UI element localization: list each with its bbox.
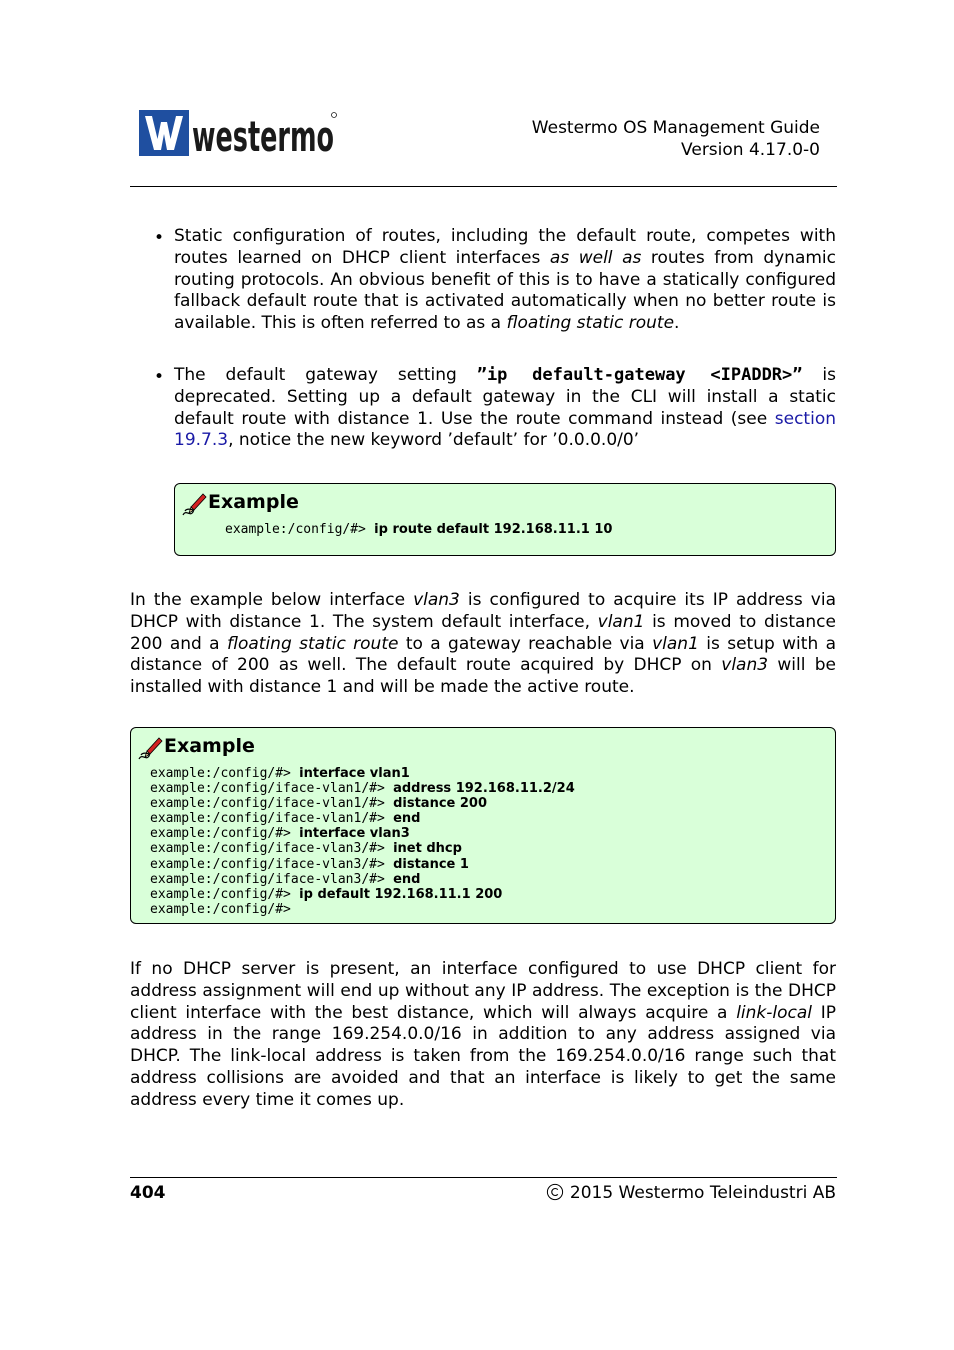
cli-prompt: example:/config/iface-vlan3/#> <box>150 856 385 872</box>
svg-text:westermo: westermo <box>192 112 334 161</box>
cli-command: end <box>393 811 421 827</box>
text-run: In the example below interface <box>130 590 414 610</box>
westermo-logo <box>139 110 339 161</box>
cli-command: address 192.168.11.2/24 <box>393 781 575 797</box>
text-run: The default gateway setting <box>174 365 477 385</box>
cli-command: ip route default 192.168.11.1 10 <box>374 522 613 537</box>
example-title: Example <box>164 735 255 757</box>
emphasis: vlan3 <box>721 655 769 676</box>
page-number: 404 <box>130 1183 166 1203</box>
text-run: is setup with a distance of 200 as well. The default route acquired by DHCP on <box>130 633 837 676</box>
westermo-logo-icon <box>139 110 339 161</box>
cli-prompt: example:/config/iface-vlan1/#> <box>150 781 385 797</box>
paragraph-link-local <box>130 959 836 1112</box>
text-run: is deprecated. Setting up a default gateway in the CLI will install a static default route with distance 1. Use the route command instead (see <box>174 365 836 429</box>
cli-prompt: example:/config/#> <box>150 901 291 917</box>
header-rule <box>130 186 837 187</box>
code-line <box>150 811 575 826</box>
cli-prompt: example:/config/#> <box>150 886 291 902</box>
guide-title: Westermo OS Management Guide <box>531 118 820 138</box>
code-line <box>150 796 575 811</box>
code-line <box>150 781 575 796</box>
emphasis: floating static route <box>226 633 399 654</box>
cli-command: distance 1 <box>393 856 469 872</box>
code-block <box>150 766 575 917</box>
paragraph-vlan-example <box>130 590 836 699</box>
cli-command: end <box>393 871 421 887</box>
copyright-icon <box>546 1183 564 1201</box>
code-line <box>150 766 575 781</box>
section-link[interactable]: section 19.7.3 <box>174 408 836 451</box>
text-run: Static configuration of routes, including the default route, competes with routes learned on DHCP client interfaces <box>174 226 836 268</box>
guide-version: Version 4.17.0-0 <box>681 140 820 160</box>
cli-prompt: example:/config/#> <box>150 766 291 781</box>
cli-command: interface vlan1 <box>299 766 410 781</box>
cli-prompt: example:/config/iface-vlan1/#> <box>150 811 385 827</box>
bullet-static-routes <box>174 226 836 335</box>
example-title: Example <box>208 491 299 513</box>
bullet-dot: • <box>154 367 165 387</box>
cli-command: distance 200 <box>393 796 488 812</box>
emphasis: as well as <box>549 247 642 268</box>
text-run: is moved to distance 200 and a <box>130 611 836 654</box>
cli-prompt: example:/config/iface-vlan3/#> <box>150 841 385 857</box>
copyright-text: 2015 Westermo Teleindustri AB <box>569 1183 836 1203</box>
code-line <box>150 841 575 856</box>
example-pen-icon <box>137 735 163 761</box>
cli-command: ip default 192.168.11.1 200 <box>299 886 503 902</box>
text-run: , notice the new keyword ’default’ for ’0.0.0.0/0’ <box>228 430 640 451</box>
cli-prompt: example:/config/iface-vlan1/#> <box>150 796 385 812</box>
emphasis: vlan1 <box>652 633 699 654</box>
bullet-default-gateway <box>174 365 836 452</box>
inline-code: ”ip default-gateway <IPADDR>” <box>476 365 803 385</box>
code-line <box>150 902 575 917</box>
text-run: will be installed with distance 1 and will be made the active route. <box>130 655 836 698</box>
emphasis: vlan3 <box>413 590 460 610</box>
example-pen-icon <box>181 491 207 517</box>
emphasis: vlan1 <box>597 611 645 632</box>
cli-prompt: example:/config/iface-vlan3/#> <box>150 871 385 887</box>
cli-command: interface vlan3 <box>299 826 410 842</box>
example-box-2 <box>130 727 836 924</box>
text-run: . <box>674 313 680 334</box>
bullet-dot: • <box>154 228 165 248</box>
code-line <box>150 887 575 902</box>
text-run: IP address in the range 169.254.0.0/16 in addition to any address assigned via DHCP. The link-local address is taken from the 169.254.0.0/16 range such that address collisions are avoided and that an interface is likely to get the same address every time it comes up. <box>130 1002 836 1110</box>
code-line <box>150 872 575 887</box>
footer-rule <box>130 1177 837 1178</box>
cli-prompt: example:/config/#> <box>150 826 291 842</box>
emphasis: floating static route <box>506 313 675 334</box>
code-line <box>150 826 575 841</box>
text-run: If no DHCP server is present, an interface configured to use DHCP client for address assignment will end up without any IP address. The exception is the DHCP client interface with the best distance, which will always acquire a <box>130 959 836 1023</box>
cli-prompt: example:/config/#> <box>225 522 366 537</box>
copyright <box>546 1183 836 1203</box>
text-run: routes from dynamic routing protocols. An obvious benefit of this is to have a statically configured fallback default route that is activated automatically when no better route is available. This is often referred to as a <box>174 247 836 334</box>
code-line <box>150 857 575 872</box>
cli-command: inet dhcp <box>393 841 462 857</box>
text-run: to a gateway reachable via <box>398 633 653 654</box>
text-run: is configured to acquire its IP address via DHCP with distance 1. The system default interface, <box>130 590 836 632</box>
code-line <box>225 522 612 537</box>
emphasis: link-local <box>736 1002 812 1023</box>
example-box-1 <box>174 483 836 556</box>
